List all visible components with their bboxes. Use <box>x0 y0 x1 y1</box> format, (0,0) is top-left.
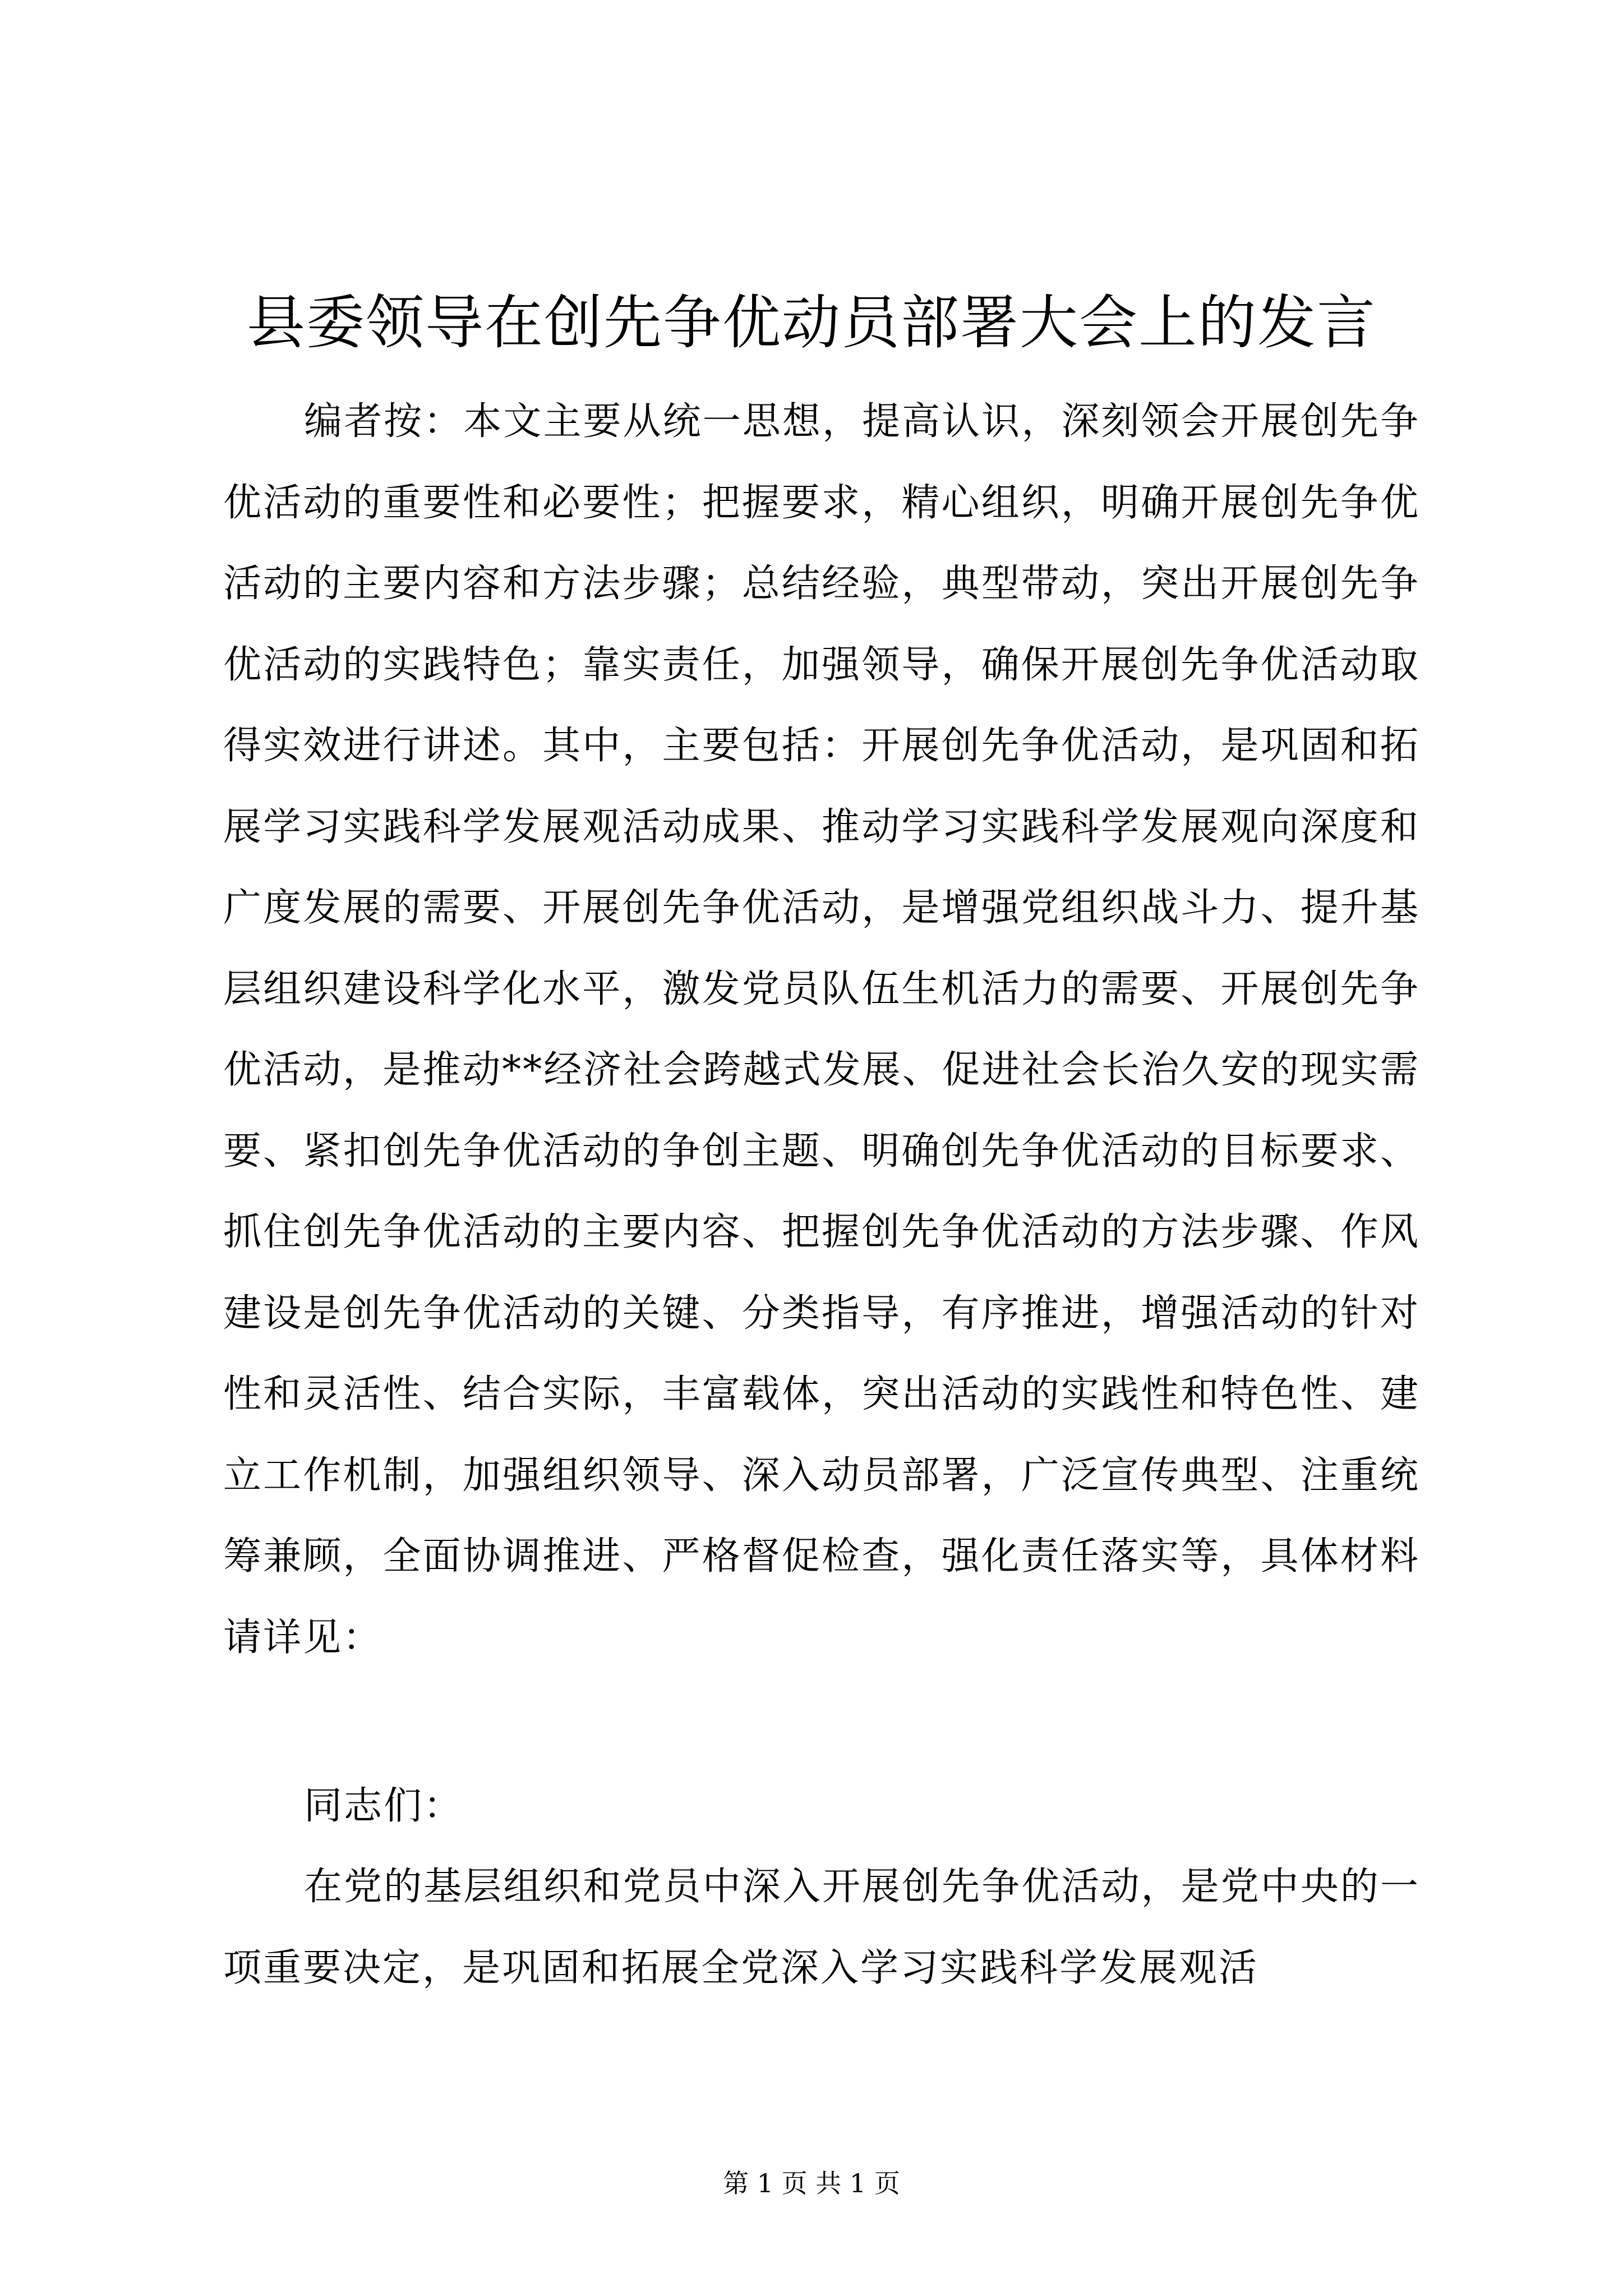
editor-note-paragraph: 编者按：本文主要从统一思想，提高认识，深刻领会开展创先争优活动的重要性和必要性；把握要求，精心组织，明确开展创先争优活动的主要内容和方法步骤；总结经验，典型带动，突出开展创先争优活动的实践特色；靠实责任，加强领导，确保开展创先争优活动取得实效进行讲述。其中，主要包括：开展创先争优活动，是巩固和拓展学习实践科学发展观活动成果、推动学习实践科学发展观向深度和广度发展的需要、开展创先争优活动，是增强党组织战斗力、提升基层组织建设科学化水平，激发党员队伍生机活力的需要、开展创先争优活动，是推动**经济社会跨越式发展、促进社会长治久安的现实需要、紧扣创先争优活动的争创主题、明确创先争优活动的目标要求、抓住创先争优活动的主要内容、把握创先争优活动的方法步骤、作风建设是创先争优活动的关键、分类指导，有序推进，增强活动的针对性和灵活性、结合实际，丰富载体，突出活动的实践性和特色性、建立工作机制，加强组织领导、深入动员部署，广泛宣传典型、注重统筹兼顾，全面协调推进、严格督促检查，强化责任落实等，具体材料请详见： <box>223 399 1420 1660</box>
salutation-paragraph: 同志们： <box>304 1784 464 1828</box>
document-title: 县委领导在创先争优动员部署大会上的发言 <box>246 288 1376 357</box>
body-paragraph: 在党的基层组织和党员中深入开展创先争优活动，是党中央的一项重要决定，是巩固和拓展全党深入学习实践科学发展观活 <box>223 1865 1420 1990</box>
page-footer: 第 1 页 共 1 页 <box>723 2168 900 2198</box>
